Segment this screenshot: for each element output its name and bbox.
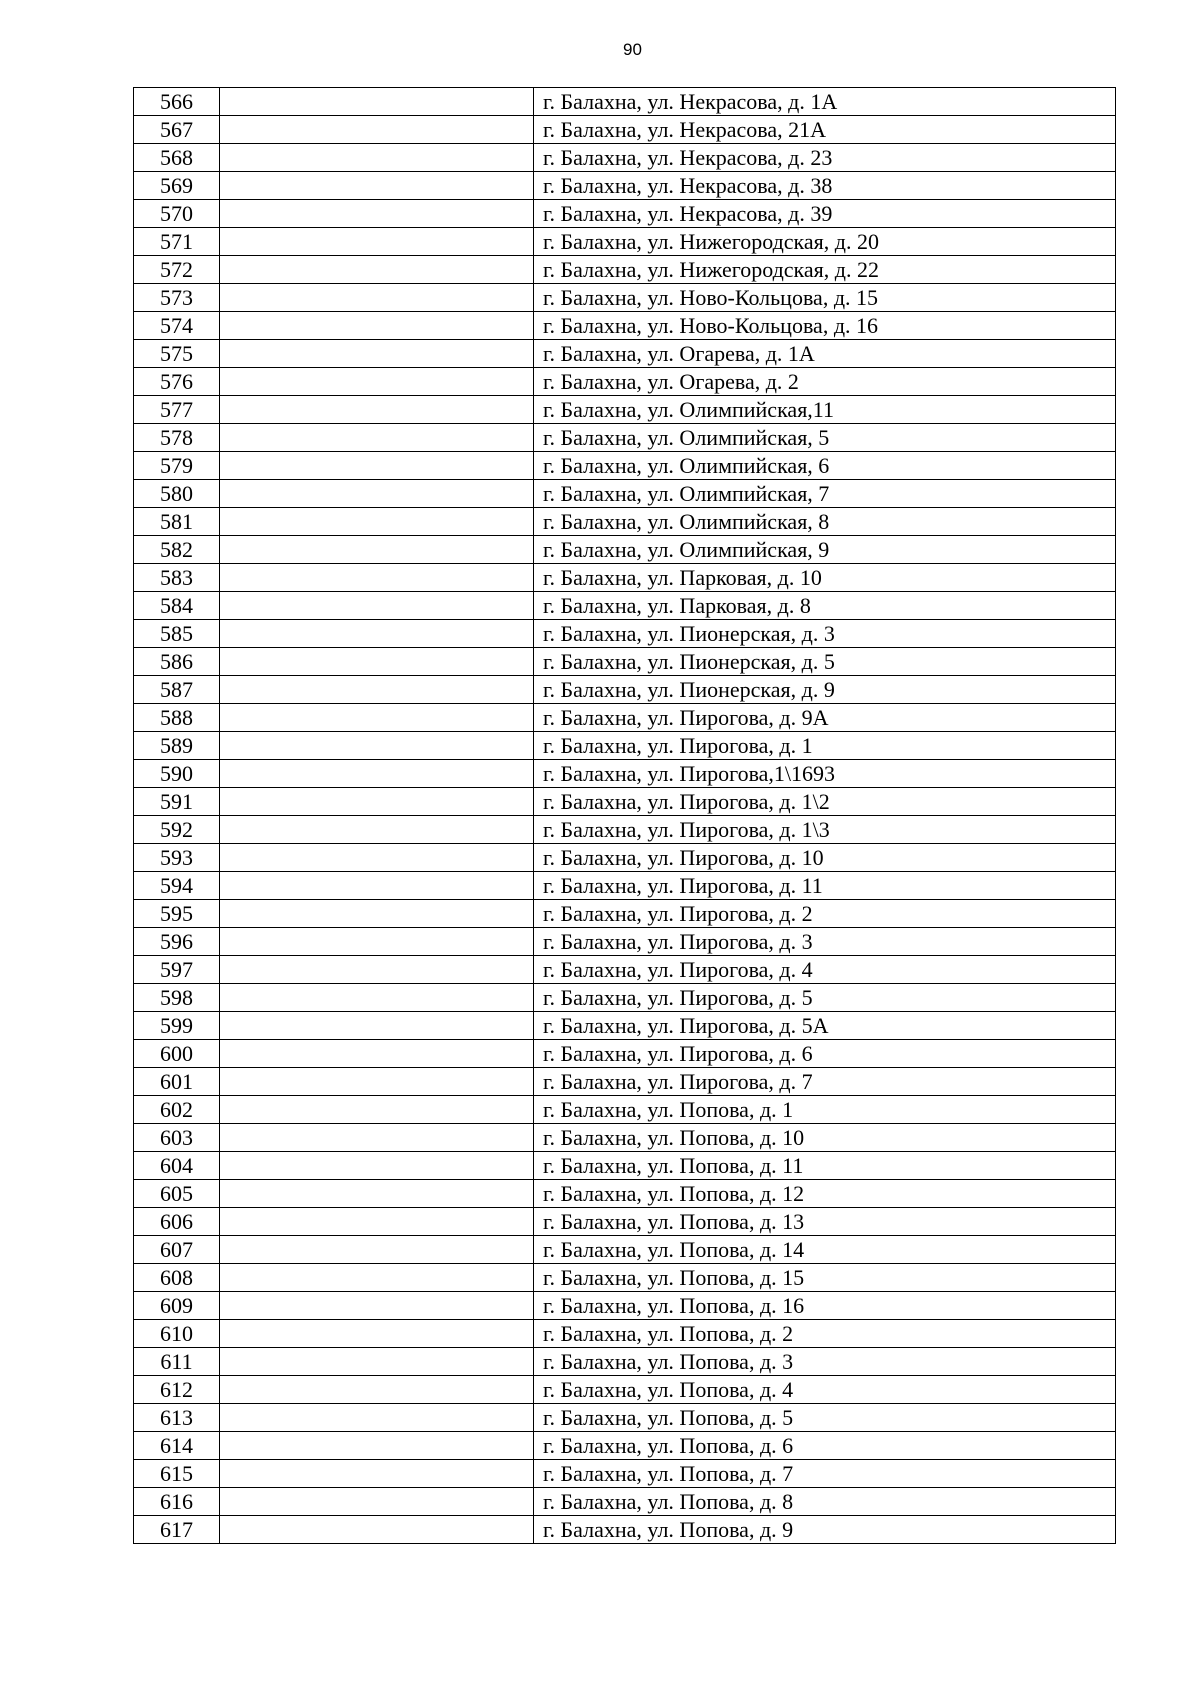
empty-cell [220,508,534,536]
address-cell: г. Балахна, ул. Пирогова, д. 9А [534,704,1116,732]
empty-cell [220,1292,534,1320]
row-number-cell: 588 [134,704,220,732]
empty-cell [220,1432,534,1460]
table-row [134,116,1116,144]
row-number-cell: 600 [134,1040,220,1068]
address-cell: г. Балахна, ул. Пирогова, д. 3 [534,928,1116,956]
row-number-cell: 586 [134,648,220,676]
table-row [134,1180,1116,1208]
address-cell: г. Балахна, ул. Пирогова, д. 5А [534,1012,1116,1040]
row-number-cell: 605 [134,1180,220,1208]
row-number-cell: 574 [134,312,220,340]
row-number-cell: 578 [134,424,220,452]
table-row [134,592,1116,620]
table-row [134,88,1116,116]
address-table [133,87,1116,1544]
address-cell: г. Балахна, ул. Попова, д. 4 [534,1376,1116,1404]
row-number-cell: 581 [134,508,220,536]
empty-cell [220,760,534,788]
table-row [134,424,1116,452]
table-row [134,620,1116,648]
table-row [134,172,1116,200]
row-number-cell: 602 [134,1096,220,1124]
empty-cell [220,676,534,704]
address-cell: г. Балахна, ул. Попова, д. 9 [534,1516,1116,1544]
table-row [134,844,1116,872]
address-cell: г. Балахна, ул. Пионерская, д. 5 [534,648,1116,676]
address-cell: г. Балахна, ул. Олимпийская, 9 [534,536,1116,564]
row-number-cell: 573 [134,284,220,312]
empty-cell [220,900,534,928]
address-cell: г. Балахна, ул. Пирогова, д. 4 [534,956,1116,984]
empty-cell [220,732,534,760]
empty-cell [220,312,534,340]
row-number-cell: 589 [134,732,220,760]
address-cell: г. Балахна, ул. Олимпийская, 8 [534,508,1116,536]
row-number-cell: 592 [134,816,220,844]
table-row [134,900,1116,928]
table-row [134,368,1116,396]
table-row [134,816,1116,844]
address-cell: г. Балахна, ул. Некрасова, д. 38 [534,172,1116,200]
row-number-cell: 604 [134,1152,220,1180]
table-row [134,200,1116,228]
row-number-cell: 572 [134,256,220,284]
empty-cell [220,872,534,900]
row-number-cell: 598 [134,984,220,1012]
empty-cell [220,256,534,284]
table-row [134,648,1116,676]
empty-cell [220,396,534,424]
empty-cell [220,844,534,872]
table-row [134,144,1116,172]
address-cell: г. Балахна, ул. Попова, д. 8 [534,1488,1116,1516]
address-cell: г. Балахна, ул. Олимпийская, 5 [534,424,1116,452]
row-number-cell: 599 [134,1012,220,1040]
row-number-cell: 582 [134,536,220,564]
address-cell: г. Балахна, ул. Попова, д. 7 [534,1460,1116,1488]
row-number-cell: 576 [134,368,220,396]
table-row [134,396,1116,424]
address-cell: г. Балахна, ул. Попова, д. 11 [534,1152,1116,1180]
table-row [134,1040,1116,1068]
address-cell: г. Балахна, ул. Попова, д. 1 [534,1096,1116,1124]
row-number-cell: 601 [134,1068,220,1096]
row-number-cell: 580 [134,480,220,508]
address-cell: г. Балахна, ул. Некрасова, д. 23 [534,144,1116,172]
row-number-cell: 594 [134,872,220,900]
empty-cell [220,1180,534,1208]
table-row [134,676,1116,704]
empty-cell [220,368,534,396]
table-row [134,732,1116,760]
row-number-cell: 611 [134,1348,220,1376]
table-row [134,536,1116,564]
table-row [134,1376,1116,1404]
empty-cell [220,1236,534,1264]
row-number-cell: 612 [134,1376,220,1404]
empty-cell [220,1348,534,1376]
table-row [134,1068,1116,1096]
empty-cell [220,228,534,256]
empty-cell [220,1488,534,1516]
empty-cell [220,1124,534,1152]
table-row [134,1012,1116,1040]
table-row [134,788,1116,816]
address-cell: г. Балахна, ул. Нижегородская, д. 20 [534,228,1116,256]
address-cell: г. Балахна, ул. Олимпийская, 7 [534,480,1116,508]
row-number-cell: 603 [134,1124,220,1152]
address-cell: г. Балахна, ул. Огарева, д. 1А [534,340,1116,368]
table-row [134,1348,1116,1376]
empty-cell [220,984,534,1012]
address-cell: г. Балахна, ул. Пирогова,1\1693 [534,760,1116,788]
row-number-cell: 569 [134,172,220,200]
empty-cell [220,1516,534,1544]
empty-cell [220,1264,534,1292]
row-number-cell: 587 [134,676,220,704]
table-row [134,1404,1116,1432]
table-row [134,1292,1116,1320]
empty-cell [220,144,534,172]
address-cell: г. Балахна, ул. Попова, д. 13 [534,1208,1116,1236]
row-number-cell: 596 [134,928,220,956]
empty-cell [220,1376,534,1404]
row-number-cell: 595 [134,900,220,928]
empty-cell [220,340,534,368]
table-row [134,760,1116,788]
empty-cell [220,1040,534,1068]
row-number-cell: 609 [134,1292,220,1320]
empty-cell [220,480,534,508]
table-row [134,956,1116,984]
address-cell: г. Балахна, ул. Попова, д. 2 [534,1320,1116,1348]
address-cell: г. Балахна, ул. Пирогова, д. 2 [534,900,1116,928]
empty-cell [220,116,534,144]
table-row [134,284,1116,312]
address-cell: г. Балахна, ул. Попова, д. 16 [534,1292,1116,1320]
empty-cell [220,928,534,956]
address-cell: г. Балахна, ул. Нижегородская, д. 22 [534,256,1116,284]
address-cell: г. Балахна, ул. Парковая, д. 8 [534,592,1116,620]
address-cell: г. Балахна, ул. Пирогова, д. 1 [534,732,1116,760]
table-row [134,1124,1116,1152]
row-number-cell: 606 [134,1208,220,1236]
address-cell: г. Балахна, ул. Ново-Кольцова, д. 15 [534,284,1116,312]
page-number: 90 [623,40,642,59]
table-row [134,564,1116,592]
address-cell: г. Балахна, ул. Попова, д. 5 [534,1404,1116,1432]
address-cell: г. Балахна, ул. Попова, д. 12 [534,1180,1116,1208]
empty-cell [220,564,534,592]
row-number-cell: 575 [134,340,220,368]
address-cell: г. Балахна, ул. Пирогова, д. 5 [534,984,1116,1012]
address-cell: г. Балахна, ул. Парковая, д. 10 [534,564,1116,592]
table-row [134,1208,1116,1236]
empty-cell [220,1460,534,1488]
row-number-cell: 583 [134,564,220,592]
address-cell: г. Балахна, ул. Попова, д. 3 [534,1348,1116,1376]
row-number-cell: 593 [134,844,220,872]
row-number-cell: 579 [134,452,220,480]
address-cell: г. Балахна, ул. Пионерская, д. 9 [534,676,1116,704]
table-row [134,1152,1116,1180]
row-number-cell: 585 [134,620,220,648]
empty-cell [220,1012,534,1040]
row-number-cell: 615 [134,1460,220,1488]
empty-cell [220,172,534,200]
table-row [134,340,1116,368]
address-cell: г. Балахна, ул. Попова, д. 6 [534,1432,1116,1460]
table-row [134,1432,1116,1460]
empty-cell [220,592,534,620]
empty-cell [220,1208,534,1236]
row-number-cell: 591 [134,788,220,816]
table-row [134,928,1116,956]
row-number-cell: 566 [134,88,220,116]
empty-cell [220,1404,534,1432]
table-row [134,1096,1116,1124]
empty-cell [220,424,534,452]
address-cell: г. Балахна, ул. Пирогова, д. 1\2 [534,788,1116,816]
empty-cell [220,1320,534,1348]
row-number-cell: 616 [134,1488,220,1516]
address-cell: г. Балахна, ул. Пионерская, д. 3 [534,620,1116,648]
table-row [134,1236,1116,1264]
empty-cell [220,536,534,564]
address-cell: г. Балахна, ул. Пирогова, д. 1\3 [534,816,1116,844]
empty-cell [220,200,534,228]
table-row [134,312,1116,340]
row-number-cell: 607 [134,1236,220,1264]
address-cell: г. Балахна, ул. Попова, д. 14 [534,1236,1116,1264]
empty-cell [220,1152,534,1180]
empty-cell [220,704,534,732]
empty-cell [220,648,534,676]
table-row [134,256,1116,284]
address-cell: г. Балахна, ул. Ново-Кольцова, д. 16 [534,312,1116,340]
empty-cell [220,620,534,648]
table-row [134,704,1116,732]
table-row [134,1488,1116,1516]
address-cell: г. Балахна, ул. Некрасова, д. 1А [534,88,1116,116]
row-number-cell: 571 [134,228,220,256]
table-row [134,508,1116,536]
row-number-cell: 584 [134,592,220,620]
row-number-cell: 568 [134,144,220,172]
address-cell: г. Балахна, ул. Попова, д. 10 [534,1124,1116,1152]
table-row [134,1516,1116,1544]
table-row [134,1320,1116,1348]
empty-cell [220,452,534,480]
empty-cell [220,788,534,816]
row-number-cell: 567 [134,116,220,144]
row-number-cell: 597 [134,956,220,984]
table-row [134,872,1116,900]
row-number-cell: 608 [134,1264,220,1292]
empty-cell [220,956,534,984]
address-cell: г. Балахна, ул. Олимпийская, 6 [534,452,1116,480]
empty-cell [220,284,534,312]
row-number-cell: 577 [134,396,220,424]
address-cell: г. Балахна, ул. Олимпийская,11 [534,396,1116,424]
address-cell: г. Балахна, ул. Некрасова, д. 39 [534,200,1116,228]
row-number-cell: 590 [134,760,220,788]
address-cell: г. Балахна, ул. Попова, д. 15 [534,1264,1116,1292]
row-number-cell: 614 [134,1432,220,1460]
address-cell: г. Балахна, ул. Пирогова, д. 6 [534,1040,1116,1068]
table-row [134,1460,1116,1488]
address-cell: г. Балахна, ул. Огарева, д. 2 [534,368,1116,396]
table-row [134,480,1116,508]
address-cell: г. Балахна, ул. Пирогова, д. 10 [534,844,1116,872]
empty-cell [220,1068,534,1096]
address-cell: г. Балахна, ул. Некрасова, 21А [534,116,1116,144]
empty-cell [220,816,534,844]
address-cell: г. Балахна, ул. Пирогова, д. 11 [534,872,1116,900]
table-row [134,1264,1116,1292]
address-table-body [134,88,1116,1544]
address-cell: г. Балахна, ул. Пирогова, д. 7 [534,1068,1116,1096]
empty-cell [220,88,534,116]
address-table-container [133,87,1115,1544]
row-number-cell: 610 [134,1320,220,1348]
row-number-cell: 570 [134,200,220,228]
row-number-cell: 613 [134,1404,220,1432]
empty-cell [220,1096,534,1124]
table-row [134,228,1116,256]
table-row [134,984,1116,1012]
row-number-cell: 617 [134,1516,220,1544]
table-row [134,452,1116,480]
